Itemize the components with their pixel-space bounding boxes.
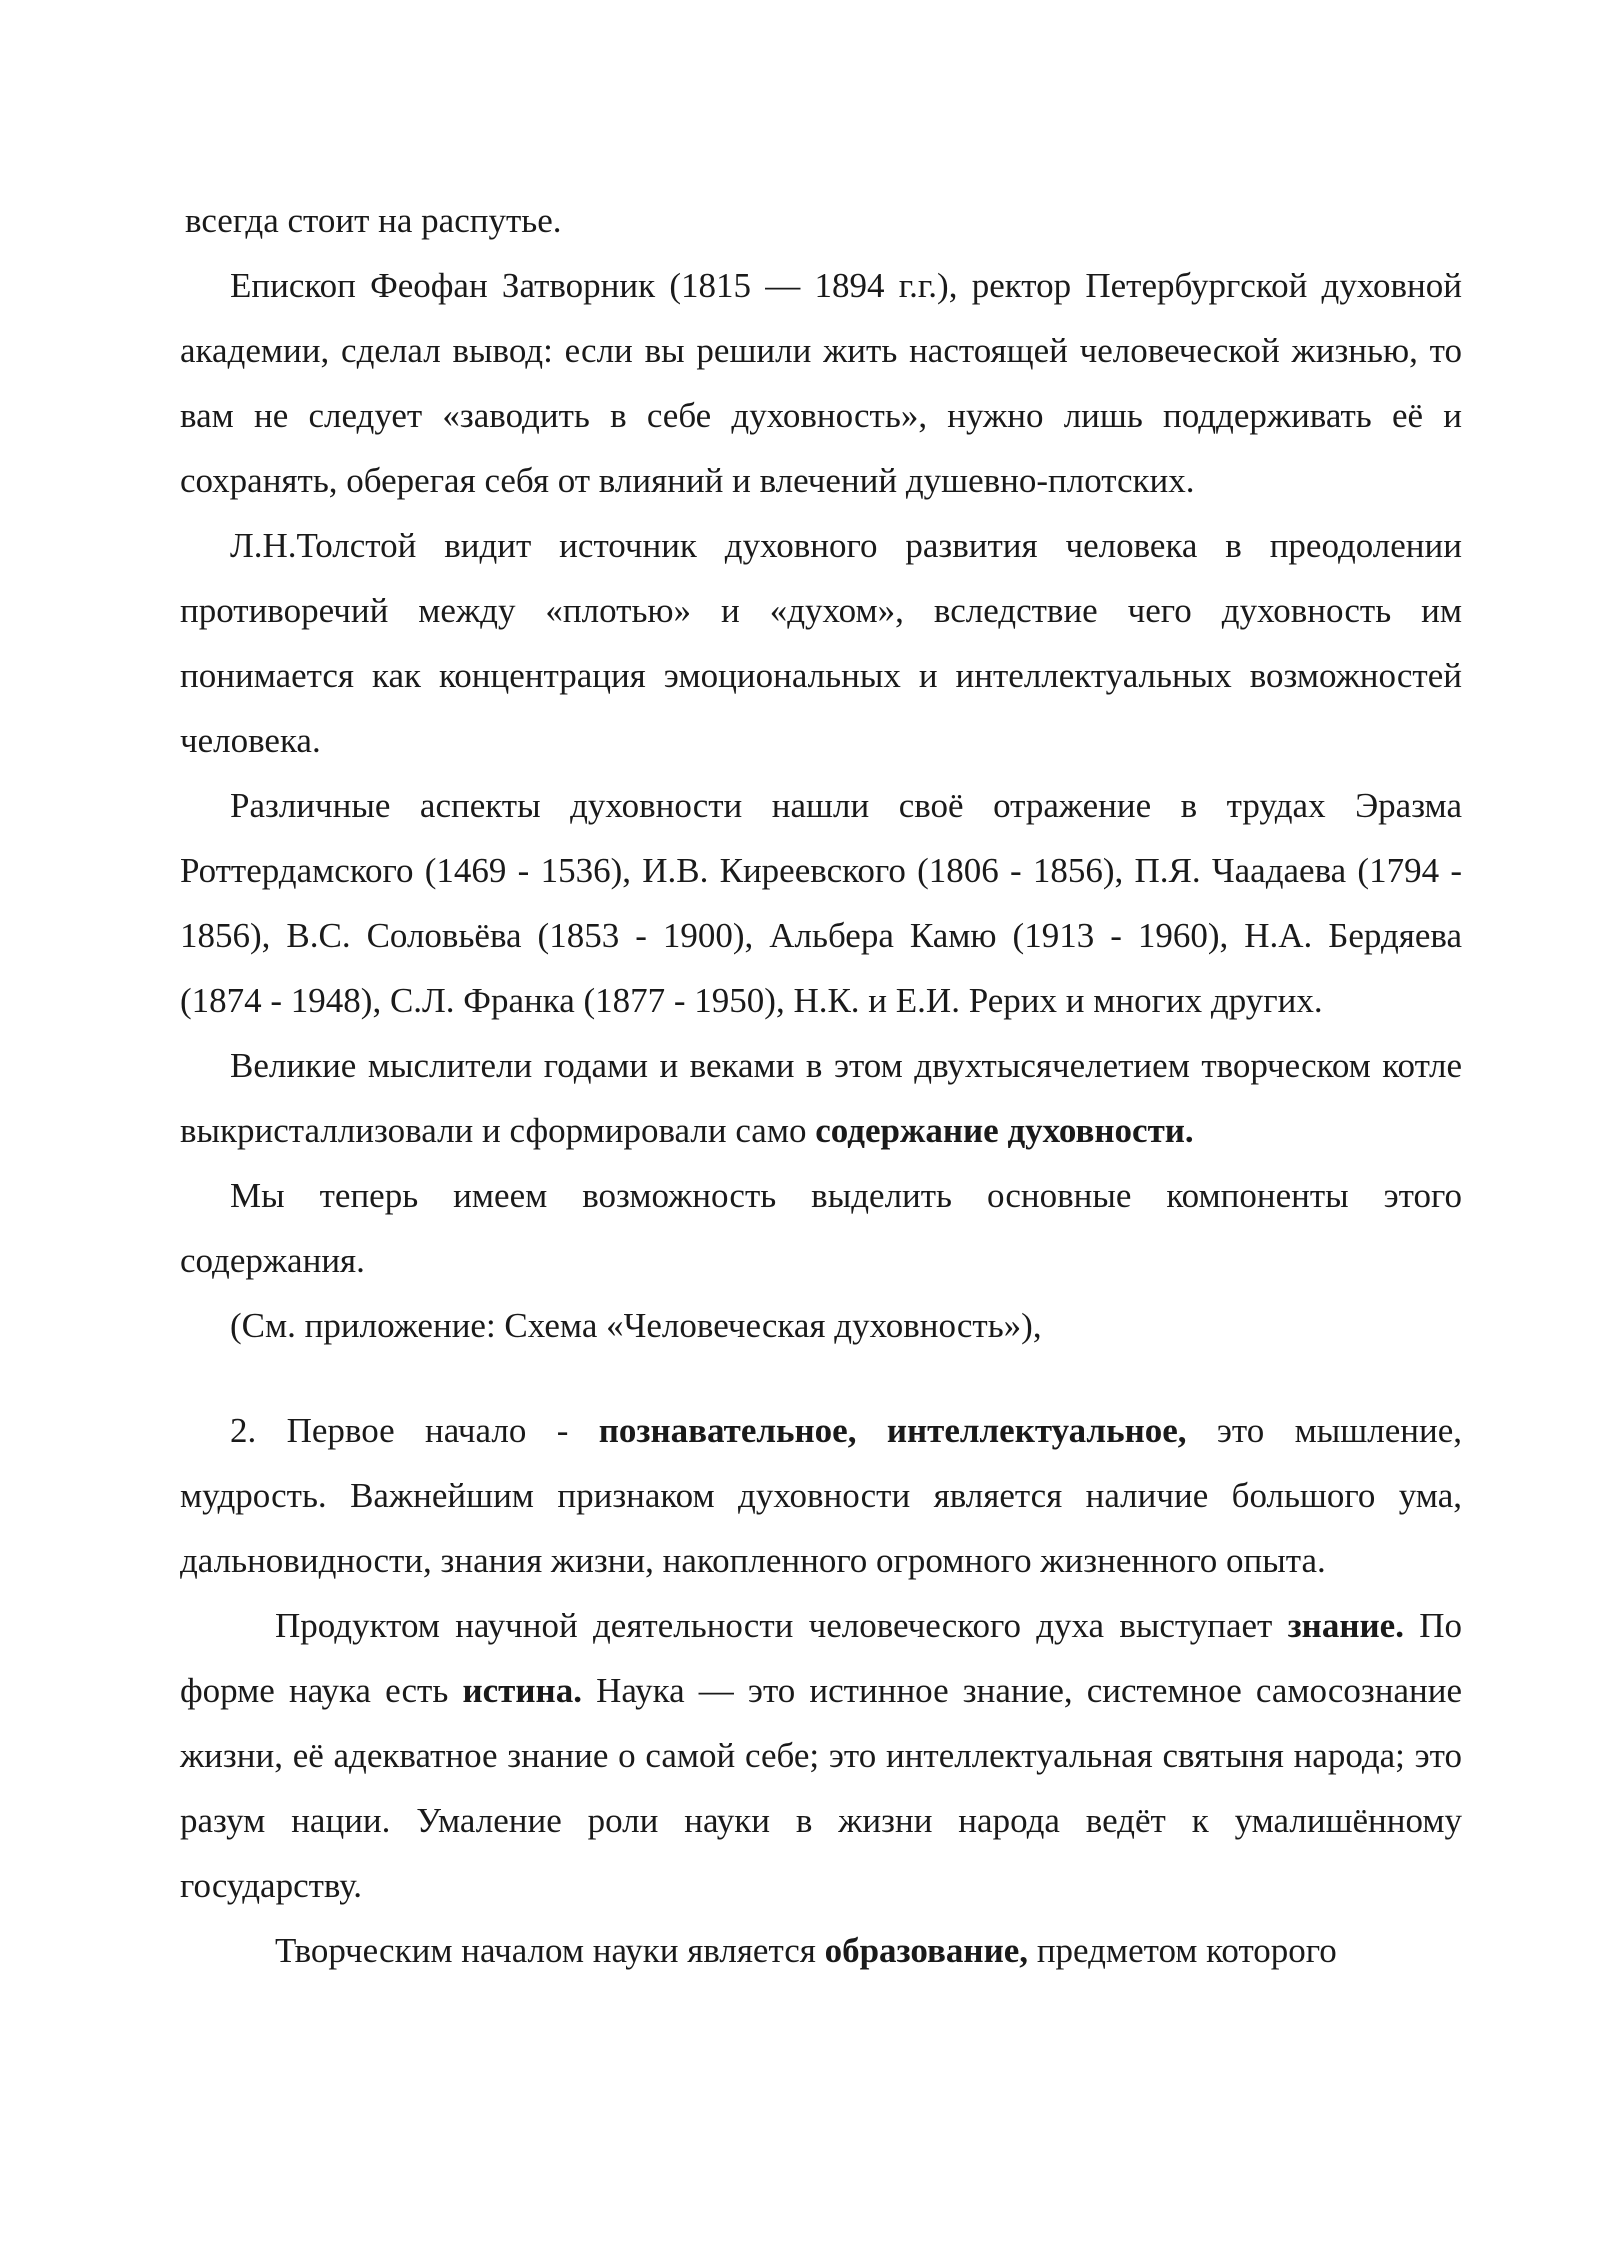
paragraph-science bbox=[180, 1593, 1462, 1918]
paragraph-text: Великие мыслители годами и веками в этом двухтысячелетием творческом котле выкристаллизовали и сформировали само bbox=[180, 1046, 1462, 1150]
paragraph-thinkers: Различные аспекты духовности нашли своё отражение в трудах Эразма Роттердамского (1469 - 1536), И.В. Киреевского (1806 - 1856), П.Я. Чаадаева (1794 - 1856), В.С. Соловьёва (1853 - 1900), Альбера Камю (1913 - 1960), Н.А. Бердяева (1874 - 1948), С.Л. Франка (1877 - 1950), Н.К. и Е.И. Рерих и многих других. bbox=[180, 786, 1462, 1020]
paragraph-text: Наука — это истинное знание, системное самосознание жизни, её адекватное знание о самой себе; это интеллектуальная святыня народа; это разум нации. Умаление роли науки в жизни народа ведёт к умалишённому государству. bbox=[180, 1671, 1463, 1905]
emphasis-knowledge: знание. bbox=[1287, 1606, 1404, 1645]
paragraph-continuation: всегда стоит на распутье. bbox=[185, 201, 562, 240]
paragraph-great-thinkers bbox=[180, 1033, 1462, 1163]
paragraph-text: 2. Первое начало - bbox=[230, 1411, 599, 1450]
paragraph-appendix-reference: (См. приложение: Схема «Человеческая духовность»), bbox=[230, 1306, 1042, 1345]
emphasis-education: образование, bbox=[824, 1931, 1029, 1970]
paragraph-tolstoy: Л.Н.Толстой видит источник духовного развития человека в преодолении противоречий между «плотью» и «духом», вследствие чего духовность им понимается как концентрация эмоциональных и интеллектуальных возможностей человека. bbox=[180, 526, 1462, 760]
paragraph-components: Мы теперь имеем возможность выделить основные компоненты этого содержания. bbox=[180, 1176, 1462, 1280]
emphasis-truth: истина. bbox=[462, 1671, 582, 1710]
paragraph-text: предметом которого bbox=[1028, 1931, 1337, 1970]
paragraph-text: это мышление, мудрость. Важнейшим признаком духовности является наличие большого ума, дальновидности, знания жизни, накопленного огромного жизненного опыта. bbox=[180, 1411, 1462, 1580]
emphasis-cognitive-intellectual: познавательное, интеллектуальное, bbox=[598, 1411, 1187, 1450]
document-page bbox=[180, 188, 1462, 1983]
emphasis-spirituality-content: содержание духовности. bbox=[815, 1111, 1194, 1150]
paragraph-text: Творческим началом науки является bbox=[275, 1931, 825, 1970]
paragraph-text: По форме наука есть bbox=[180, 1606, 1462, 1710]
paragraph-education bbox=[180, 1918, 1462, 1983]
paragraph-first-principle bbox=[180, 1398, 1462, 1593]
paragraph-text: Продуктом научной деятельности человеческого духа выступает bbox=[275, 1606, 1288, 1645]
paragraph-feofan: Епископ Феофан Затворник (1815 — 1894 г.г.), ректор Петербургской духовной академии, сделал вывод: если вы решили жить настоящей человеческой жизнью, то вам не следует «заводить в себе духовность», нужно лишь поддерживать её и сохранять, оберегая себя от влияний и влечений душевно-плотских. bbox=[180, 266, 1462, 500]
